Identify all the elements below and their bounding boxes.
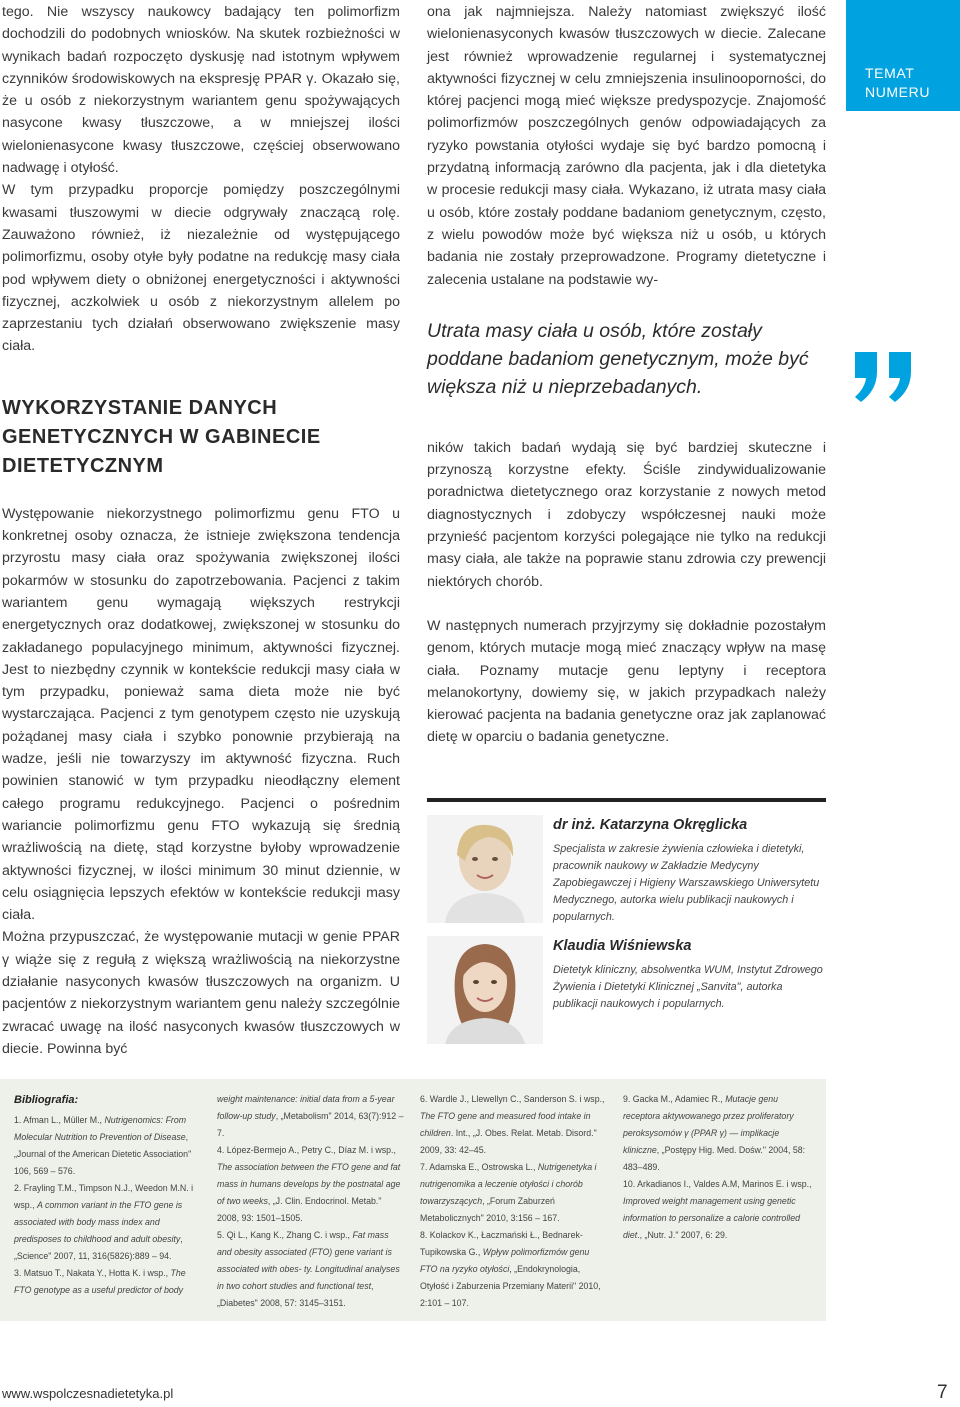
bib-entry: 1. Afman L., Müller M., Nutrigenomics: From Molecular Nutrition to Prevention of Disease, „Journal of the American Dietetic Association" 106, 569 – 576. [14,1115,192,1176]
pull-quote: Utrata masy ciała u osób, które zostały poddane badaniom genetycznym, może być większa niż u nieprzebadanych. [427,319,809,398]
left-para-3: Występowanie niekorzystnego polimorfizmu genu FTO u konkretnej osoby oznacza, że istnieje zwiększona tendencja przyrostu masy ciała oraz spożywania zwiększonej ilości pokarmów w stosunku do zapotrzebowania. Pacjenci z takim wariantem genu wymagają większych restrykcji energetycznych oraz dodatkowej, zwiększonej w stosunku do zakładanego populacyjnego minimum, aktywności fizycznej. Jest to niezbędny czynnik w kontekście redukcji masy ciała w tym przypadku, ponieważ sama dieta może nie być wystarczająca. Pacjenci z tym genotypem często nie uzyskują pożądanej masy ciała i szybko ponownie przybierają na wadze, jeśli nie towarzyszy im aktywność fizyczna. Ruch powinien stanowić w tym przypadku nieodłączny element całego programu redukcyjnego. Pacjenci o pośrednim wariancie polimorfizmu genu FTO wykazują się średnią wrażliwością na dietę, stąd korzystne byłoby wprowadzenie aktywności fizycznej, w ilości minimum 30 minut dziennie, w celu osiągnięcia lepszych efektów w kontekście redukcji masy ciała. [2,505,400,924]
bib-entry: 9. Gacka M., Adamiec R., Mutacje genu receptora aktywowanego przez proliferatory peroksysomów γ (PPAR γ) — implikacje kliniczne, „Postępy Hig. Med. Dośw." 2004, 58: 483–489. [623,1094,806,1172]
right-para-3: W następnych numerach przyjrzymy się dokładnie pozostałym genom, których mutacje mogą mieć znaczący wpływ na masę ciała. Poznamy mutacje genu leptyny i receptora melanokortyny, dowiemy się, w jakich przypadkach należy kierować pacjenta na badania genetyczne oraz jak zaplanować dietę w oparciu o badania genetyczne. [427,617,826,746]
bibliography-column-2 [217,1091,405,1312]
tag-line-1: TEMAT [865,65,915,81]
author-photo [427,936,543,1044]
right-para-2: ników takich badań wydają się być bardziej skuteczne i przynoszą korzystne efekty. Ściśle zindywidualizowanie poradnictwa dietetycznego oraz korzystanie z nowych metod diagnostycznych i zdobyczy współczesnej nauki może przynieść pacjentom korzyści polegające nie tylko na redukcji masy ciała, ale także na poprawie stanu zdrowia czy prewencji niektórych chorób. [427,439,826,590]
right-para-1: ona jak najmniejsza. Należy natomiast zwiększyć ilość wielonienasyconych kwasów tłuszczowych w diecie. Zalecane jest również wprowadzenie regularnej i systematycznej aktywności fizycznej w celu zmniejszenia insulinooporności, do której pacjenci mogą mieć większe predyspozycje. Znajomość polimorfizmów poszczególnych genów odpowiadających za ryzyko powstania otyłości wydaje się być bardzo pomocną i przydatną informacją zarówno dla pacjenta, jak i dla dietetyka w procesie redukcji masy ciała. Wykazano, iż utrata masy ciała u osób, które zostały poddane badaniom genetycznym, często, z wielu powodów może być większa niż u osób, u których badania nie zostały przeprowadzone. Programy dietetyczne i zalecenia ustalane na podstawie wy- [427,4,826,288]
quote-mark-icon [851,352,921,402]
author-divider [427,798,826,802]
bibliography-column-4 [623,1091,813,1244]
bib-entry: 5. Qi L., Kang K., Zhang C. i wsp., Fat mass and obesity associated (FTO) gene variant is associated with obes- ty. Longitudinal analyses in two cohort studies and functional test, „Diabetes" 2008, 57: 3145–3151. [217,1230,400,1308]
footer-url[interactable]: www.wspolczesnadietetyka.pl [2,1386,174,1401]
bib-entry: 6. Wardle J., Llewellyn C., Sanderson S. i wsp., The FTO gene and measured food intake in children. Int., „J. Obes. Relat. Metab. Disord." 2009, 33: 42–45. [420,1094,605,1155]
bib-entry: weight maintenance: initial data from a 5-year follow-up study, „Metabolism" 2014, 63(7):912 – 7. [217,1094,404,1138]
bibliography [0,1079,826,1321]
bib-entry: 2. Frayling T.M., Timpson N.J., Weedon M.N. i wsp., A common variant in the FTO gene is associated with body mass index and predisposes to childhood and adult obesity, „Science" 2007, 11, 316(5826):889 – 94. [14,1183,194,1261]
bib-entry: 4. López-Bermejo A., Petry C., Díaz M. i wsp., The association between the FTO gene and fat mass in humans develops by the postnatal age of two weeks, „J. Clin. Endocrinol. Metab." 2008, 93: 1501–1505. [217,1145,401,1223]
bib-entry: 8. Kolackov K., Łaczmański Ł., Bednarek-Tupikowska G., Wpływ polimorfizmów genu FTO na ryzyko otyłości, „Endokrynologia, Otyłość i Zaburzenia Przemiany Materii" 2010, 2:101 – 107. [420,1230,601,1308]
right-column [427,1,826,749]
left-column [2,1,400,1060]
bib-entry: 7. Adamska E., Ostrowska L., Nutrigenetyka i nutrigenomika a leczenie otyłości i chorób towarzyszących, „Forum Zaburzeń Metabolicznych" 2010, 3:156 – 167. [420,1162,597,1223]
author-info [553,936,825,1013]
left-para-1: tego. Nie wszyscy naukowcy badający ten polimorfizm dochodzili do podobnych wniosków. Na skutek rozbieżności w wynikach badań rozpoczęto dyskusję nad istotnym wpływem czynników środowiskowych na ekspresję PPAR γ. Okazało się, że u osób z niekorzystnym wariantem genu spożywających nasycone kwasy tłuszczowe, a w mniejszej ilości wielonienasycone kwasy tłuszczowe, częściej obserwowano nadwagę i otyłość. [2,4,400,177]
author-name: dr inż. Katarzyna Okręglicka [553,817,748,833]
left-para-2: W tym przypadku proporcje pomiędzy poszczególnymi kwasami tłuszowymi w diecie odgrywały znaczącą rolę. Zauważono również, iż niezależnie od występującego polimorfizmu, osoby otyłe były podatne na redukcję masy ciała pod wpływem diety o obniżonej energetyczności i aktywności fizycznej, aczkolwiek u osób z niekorzystnym allelem po zaprzestaniu tych działań obserwowano zwiększenie masy ciała. [2,182,400,355]
topic-tag [846,0,960,111]
bib-entry: 3. Matsuo T., Nakata Y., Hotta K. i wsp., The FTO genotype as a useful predictor of body [14,1268,186,1295]
tag-line-2: NUMERU [865,84,931,100]
bib-entry: 10. Arkadianos I., Valdes A.M, Marinos E. i wsp., Improved weight management using genetic information to personalize a calorie controlled diet., „Nutr. J." 2007, 6: 29. [623,1179,812,1240]
left-para-4: Można przypuszczać, że występowanie mutacji w genie PPAR γ wiąże się z regułą z większą wrażliwością na niekorzystne działanie nasyconych kwasów tłuszczowych na organizm. U pacjentów z niekorzystnym wariantem genu należy szczególnie zwracać uwagę na ilość nasyconych kwasów tłuszczowych w diecie. Powinna być [2,929,400,1057]
author-description: Dietetyk kliniczny, absolwentka WUM, Instytut Zdrowego Żywienia i Dietetyki Klinicznej „Sanvita", autorka publikacji naukowych i popularnych. [553,964,823,1010]
author-name: Klaudia Wiśniewska [553,938,692,954]
section-heading: WYKORZYSTANIE DANYCH GENETYCZNYCH W GABINECIE DIETETYCZNYM [2,396,321,477]
page-number: 7 [937,1382,948,1403]
bibliography-column-3 [420,1091,608,1312]
author-description: Specjalista w zakresie żywienia człowieka i dietetyki, pracownik naukowy w Zakładzie Medycyny Zapobiegawczej i Higieny Warszawskiego Uniwersytetu Medycznego, autorka wielu publikacji naukowych i popularnych. [553,843,820,923]
bibliography-title: Bibliografia: [14,1094,79,1106]
author-info [553,815,825,926]
author-photo [427,815,543,923]
bibliography-column-1 [14,1091,202,1299]
